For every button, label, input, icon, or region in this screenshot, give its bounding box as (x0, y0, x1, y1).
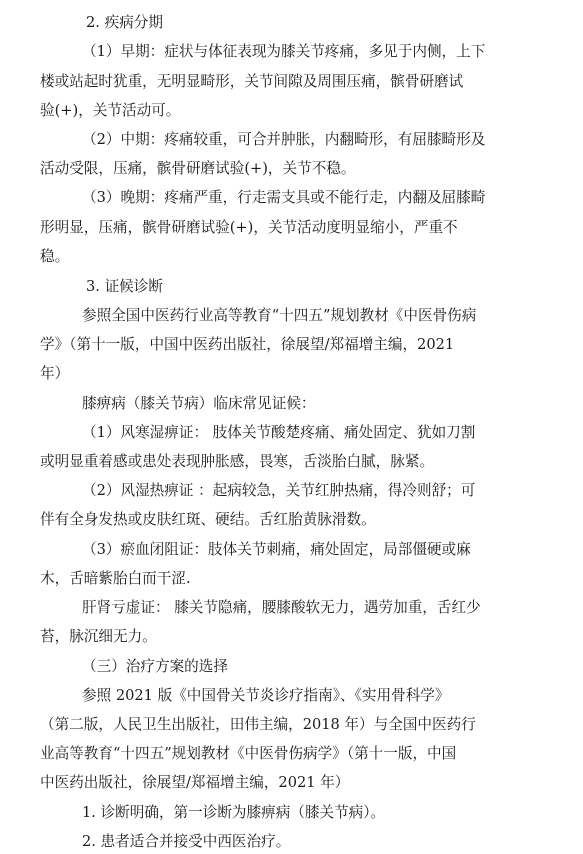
paragraph-line: 业高等教育“十四五”规划教材《中医骨伤病学》（第十一版，中国 (40, 745, 457, 762)
paragraph-line: （第二版，人民卫生出版社，田伟主编，2018 年）与全国中医药行 (40, 716, 476, 733)
list-item: 1. 诊断明确，第一诊断为膝痹病（膝关节病）。 (82, 804, 386, 821)
heading-disease-staging: 2. 疾病分期 (86, 14, 163, 31)
heading-treatment-plan: （三）治疗方案的选择 (82, 658, 228, 675)
paragraph-line: 活动受限，压痛，髌骨研磨试验(+)，关节不稳。 (40, 160, 356, 177)
paragraph-line: （3）晚期：疼痛严重，行走需支具或不能行走，内翻及屈膝畸 (82, 189, 486, 206)
paragraph-line: 稳。 (40, 248, 70, 265)
paragraph-line: 参照全国中医药行业高等教育“十四五”规划教材《中医骨伤病 (82, 307, 477, 324)
paragraph-line: 苔，脉沉细无力。 (40, 628, 157, 645)
paragraph-line: （2）中期：疼痛较重，可合并肿胀，内翻畸形，有屈膝畸形及 (82, 131, 486, 148)
paragraph-line: 年） (40, 365, 70, 382)
paragraph-line: （1）早期：症状与体征表现为膝关节疼痛，多见于内侧，上下 (82, 43, 486, 60)
paragraph-line: 学》（第十一版，中国中医药出版社，徐展望/郑福增主编，2021 (40, 336, 455, 353)
paragraph-line: （2）风湿热痹证 ：起病较急，关节红肿热痛，得冷则舒；可 (82, 482, 476, 499)
heading-syndrome-diagnosis: 3. 证候诊断 (86, 278, 163, 295)
paragraph-line: 验(+)，关节活动可。 (40, 102, 181, 119)
paragraph-line: 或明显重着感或患处表现肿胀感，畏寒，舌淡胎白腻，脉紧。 (40, 453, 435, 470)
paragraph-line: （1）风寒湿痹证： 肢体关节酸楚疼痛、痛处固定、犹如刀割 (82, 424, 476, 441)
paragraph-line: 肝肾亏虚证： 膝关节隐痛，腰膝酸软无力，遇劳加重，舌红少 (82, 599, 481, 616)
paragraph-line: 参照 2021 版《中国骨关节炎诊疗指南》、《实用骨科学》 (82, 687, 450, 704)
list-item: 2. 患者适合并接受中西医治疗。 (82, 833, 291, 850)
paragraph-line: 伴有全身发热或皮肤红斑、硬结。舌红胎黄脉滑数。 (40, 511, 376, 528)
paragraph-line: （3）瘀血闭阻证：肢体关节刺痛，痛处固定，局部僵硬或麻 (82, 541, 471, 558)
paragraph-line: 楼或站起时犹重，无明显畸形，关节间隙及周围压痛，髌骨研磨试 (40, 73, 464, 90)
paragraph-line: 中医药出版社，徐展望/郑福增主编，2021 年） (40, 774, 350, 791)
paragraph-line: 木，舌暗紫胎白而干涩. (40, 570, 191, 587)
paragraph-line: 膝痹病（膝关节病）临床常见证候： (82, 395, 316, 412)
paragraph-line: 形明显，压痛，髌骨研磨试验(+)，关节活动度明显缩小，严重不 (40, 219, 458, 236)
